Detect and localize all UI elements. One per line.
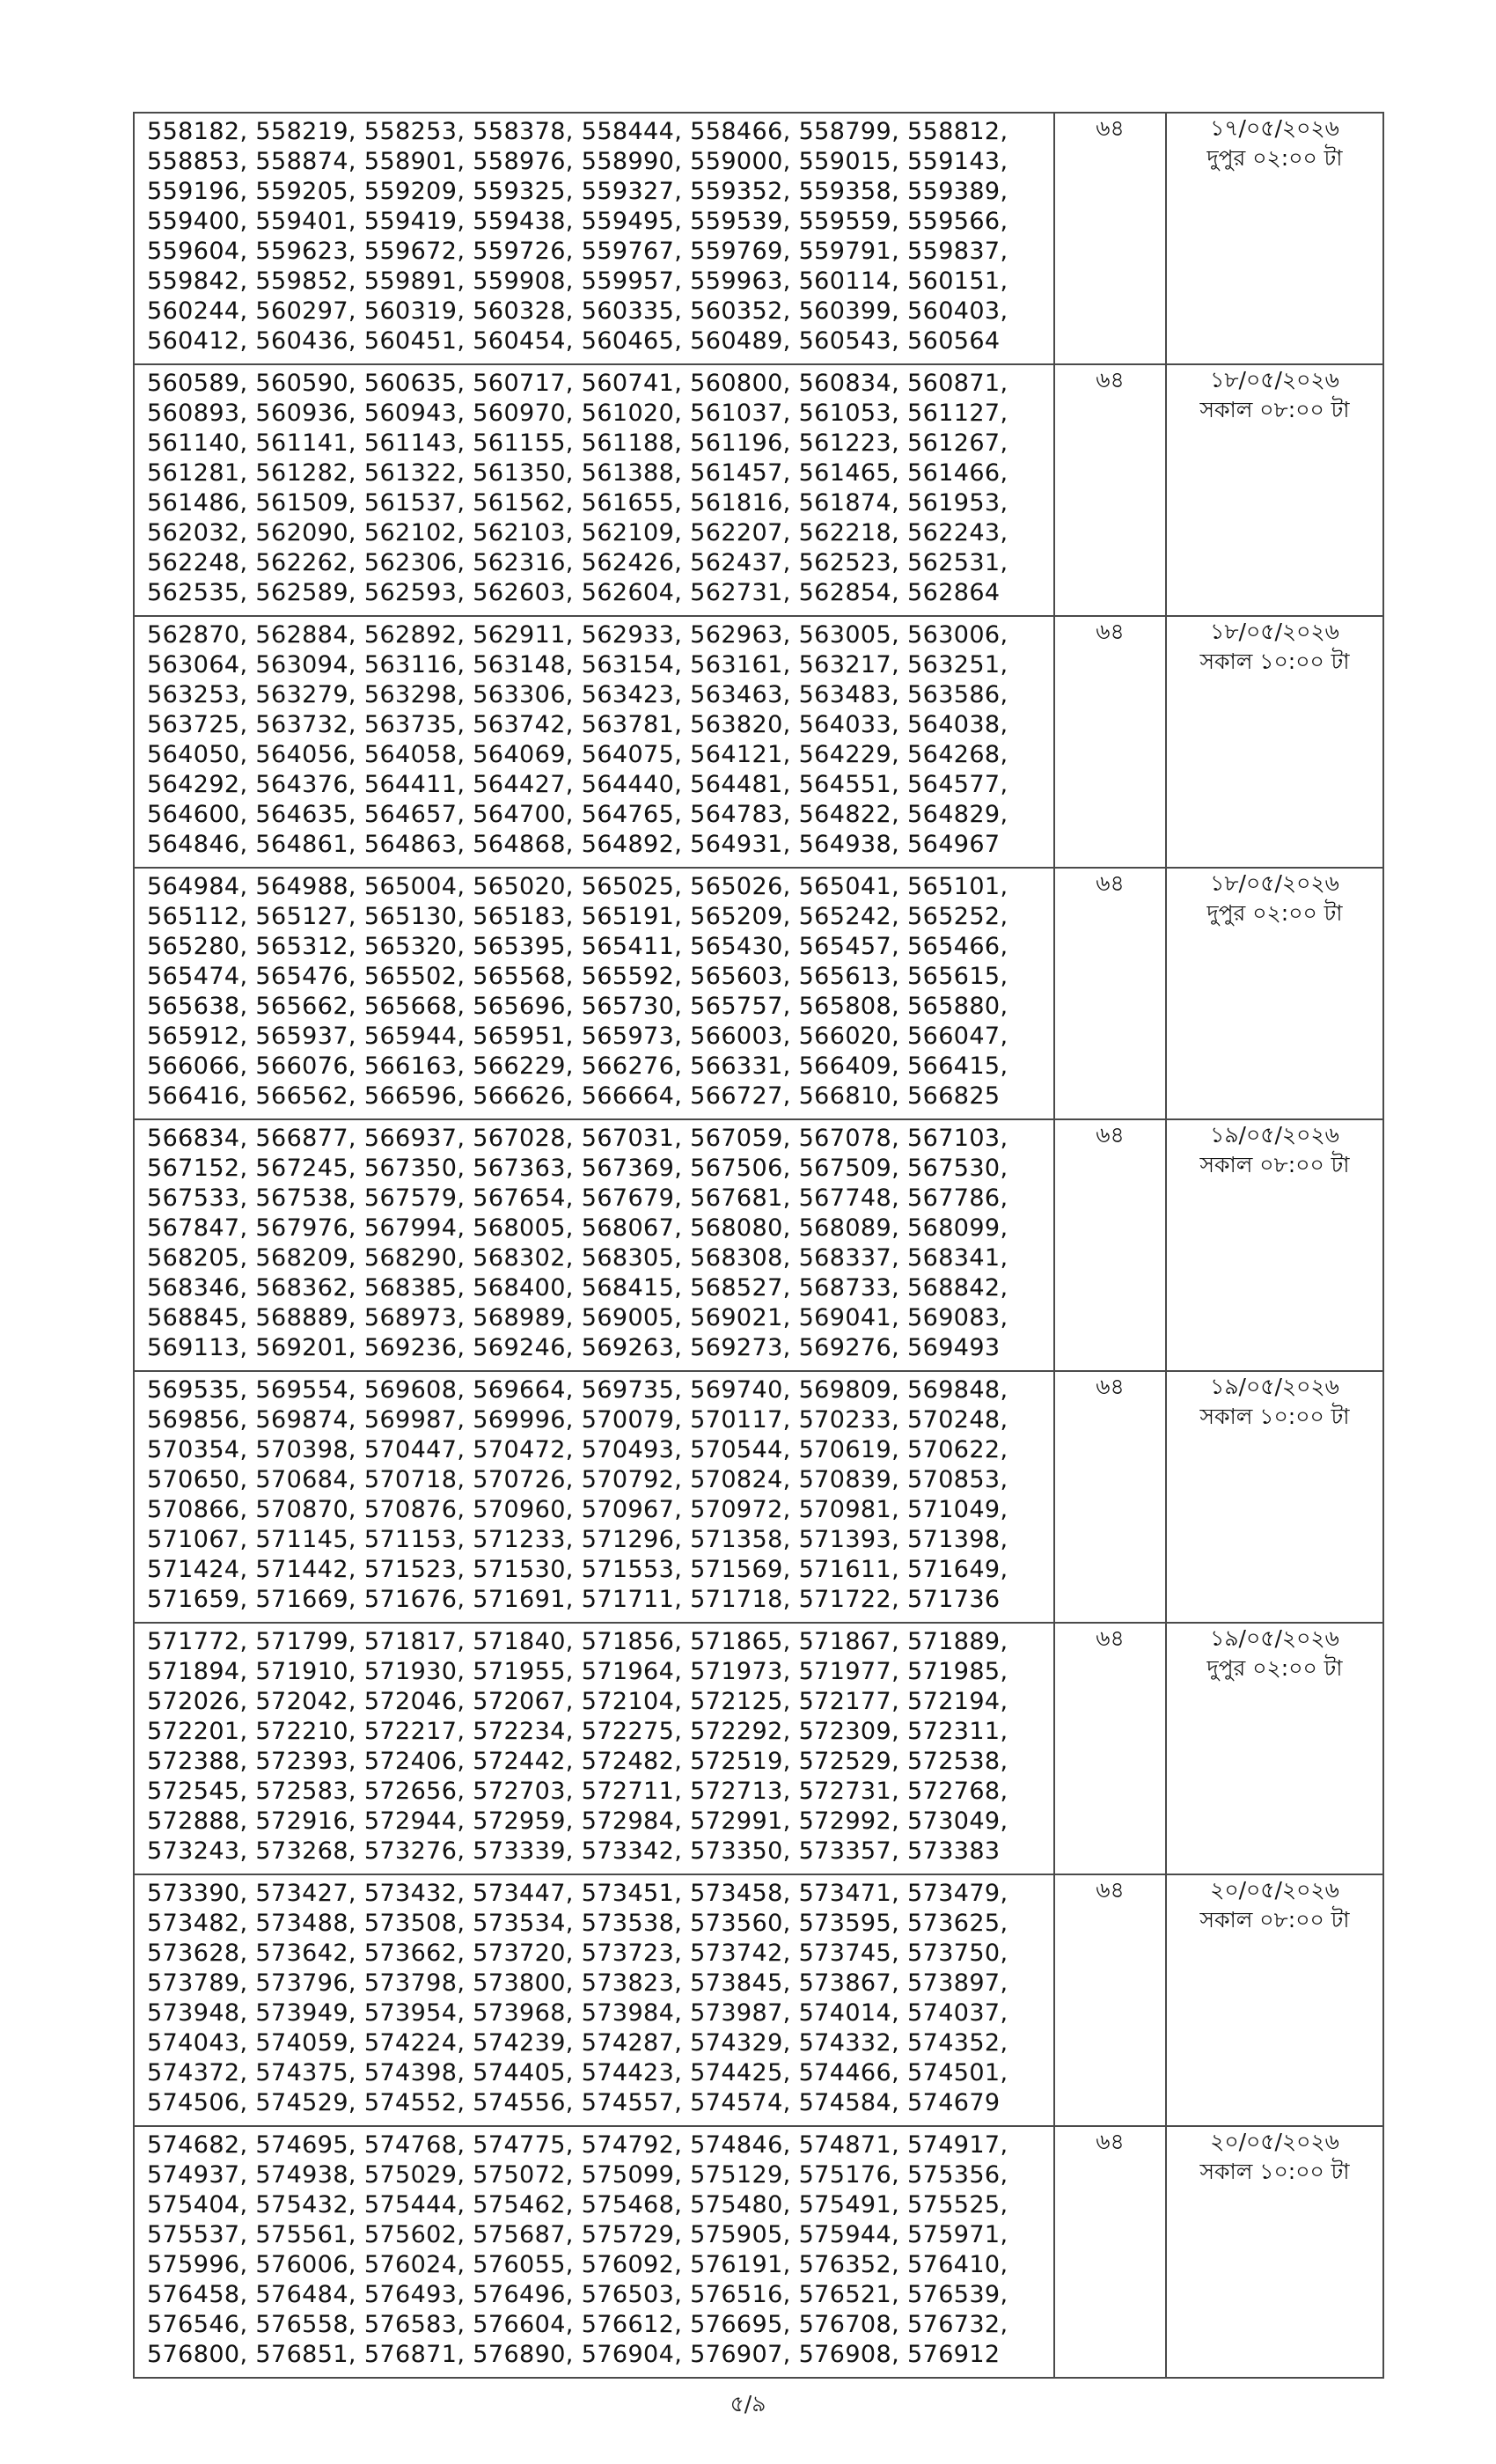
exam-time: সকাল ১০:০০ টা [1199,649,1350,674]
exam-date: ১৭/০৫/২০২৬ [1210,115,1339,141]
exam-time: সকাল ১০:০০ টা [1199,2159,1350,2184]
exam-date: ২০/০৫/২০২৬ [1210,1877,1339,1903]
roll-numbers-cell [134,113,1054,364]
table-row [134,113,1383,364]
exam-datetime-cell [1166,616,1383,868]
table-row [134,1623,1383,1874]
roll-numbers: 566834, 566877, 566937, 567028, 567031, 567059, 567078, 567103, 567152, 567245, 567350, 567363, 567369, 567506, 567509, 567530, 567533, 567538, 567579, 567654, 567679, 567681, 567748, 567786, 567847, 567976, 567994, 568005, 568067, 568080, 568089, 568099, 568205, 568209, 568290, 568302, 568305, 568308, 568337, 568341, 568346, 568362, 568385, 568400, 568415, 568527, 568733, 568842, 568845, 568889, 568973, 568989, 569005, 569021, 569041, 569083, 569113, 569201, 569236, 569246, 569263, 569273, 569276, 569493 [147,1125,1008,1361]
exam-datetime-cell [1166,2126,1383,2378]
exam-date: ১৮/০৫/২০২৬ [1210,367,1339,392]
roll-numbers: 560589, 560590, 560635, 560717, 560741, 560800, 560834, 560871, 560893, 560936, 560943, 560970, 561020, 561037, 561053, 561127, 561140, 561141, 561143, 561155, 561188, 561196, 561223, 561267, 561281, 561282, 561322, 561350, 561388, 561457, 561465, 561466, 561486, 561509, 561537, 561562, 561655, 561816, 561874, 561953, 562032, 562090, 562102, 562103, 562109, 562207, 562218, 562243, 562248, 562262, 562306, 562316, 562426, 562437, 562523, 562531, 562535, 562589, 562593, 562603, 562604, 562731, 562854, 562864 [147,370,1008,606]
roll-numbers-cell [134,1874,1054,2126]
exam-date: ১৯/০৫/২০২৬ [1210,1122,1339,1148]
exam-datetime-cell [1166,868,1383,1119]
exam-date: ১৯/০৫/২০২৬ [1210,1374,1339,1399]
exam-datetime-cell [1166,1119,1383,1371]
roll-numbers-cell [134,1623,1054,1874]
exam-datetime-cell [1166,113,1383,364]
exam-time: সকাল ০৮:০০ টা [1199,397,1350,422]
candidate-count: ৬৪ [1054,616,1166,868]
exam-datetime-cell [1166,1874,1383,2126]
exam-time: সকাল ০৮:০০ টা [1199,1907,1350,1932]
candidate-count: ৬৪ [1054,364,1166,616]
roll-numbers-cell [134,616,1054,868]
roll-numbers: 569535, 569554, 569608, 569664, 569735, 569740, 569809, 569848, 569856, 569874, 569987, 569996, 570079, 570117, 570233, 570248, 570354, 570398, 570447, 570472, 570493, 570544, 570619, 570622, 570650, 570684, 570718, 570726, 570792, 570824, 570839, 570853, 570866, 570870, 570876, 570960, 570967, 570972, 570981, 571049, 571067, 571145, 571153, 571233, 571296, 571358, 571393, 571398, 571424, 571442, 571523, 571530, 571553, 571569, 571611, 571649, 571659, 571669, 571676, 571691, 571711, 571718, 571722, 571736 [147,1376,1008,1613]
exam-time: দুপুর ০২:০০ টা [1206,900,1343,926]
roll-numbers-cell [134,2126,1054,2378]
candidate-count: ৬৪ [1054,1874,1166,2126]
exam-datetime-cell [1166,364,1383,616]
roll-numbers: 573390, 573427, 573432, 573447, 573451, 573458, 573471, 573479, 573482, 573488, 573508, 573534, 573538, 573560, 573595, 573625, 573628, 573642, 573662, 573720, 573723, 573742, 573745, 573750, 573789, 573796, 573798, 573800, 573823, 573845, 573867, 573897, 573948, 573949, 573954, 573968, 573984, 573987, 574014, 574037, 574043, 574059, 574224, 574239, 574287, 574329, 574332, 574352, 574372, 574375, 574398, 574405, 574423, 574425, 574466, 574501, 574506, 574529, 574552, 574556, 574557, 574574, 574584, 574679 [147,1880,1008,2116]
exam-datetime-cell [1166,1371,1383,1623]
table-row [134,868,1383,1119]
roll-numbers-cell [134,1371,1054,1623]
candidate-count: ৬৪ [1054,868,1166,1119]
table-row [134,616,1383,868]
exam-date: ১৯/০৫/২০২৬ [1210,1625,1339,1651]
roll-numbers: 562870, 562884, 562892, 562911, 562933, 562963, 563005, 563006, 563064, 563094, 563116, 563148, 563154, 563161, 563217, 563251, 563253, 563279, 563298, 563306, 563423, 563463, 563483, 563586, 563725, 563732, 563735, 563742, 563781, 563820, 564033, 564038, 564050, 564056, 564058, 564069, 564075, 564121, 564229, 564268, 564292, 564376, 564411, 564427, 564440, 564481, 564551, 564577, 564600, 564635, 564657, 564700, 564765, 564783, 564822, 564829, 564846, 564861, 564863, 564868, 564892, 564931, 564938, 564967 [147,621,1008,858]
table-row [134,1371,1383,1623]
exam-schedule-table [133,112,1384,2379]
table-row [134,364,1383,616]
roll-numbers: 558182, 558219, 558253, 558378, 558444, 558466, 558799, 558812, 558853, 558874, 558901, 558976, 558990, 559000, 559015, 559143, 559196, 559205, 559209, 559325, 559327, 559352, 559358, 559389, 559400, 559401, 559419, 559438, 559495, 559539, 559559, 559566, 559604, 559623, 559672, 559726, 559767, 559769, 559791, 559837, 559842, 559852, 559891, 559908, 559957, 559963, 560114, 560151, 560244, 560297, 560319, 560328, 560335, 560352, 560399, 560403, 560412, 560436, 560451, 560454, 560465, 560489, 560543, 560564 [147,118,1008,355]
exam-time: সকাল ১০:০০ টা [1199,1404,1350,1429]
roll-numbers-cell [134,1119,1054,1371]
candidate-count: ৬৪ [1054,1119,1166,1371]
roll-numbers: 564984, 564988, 565004, 565020, 565025, 565026, 565041, 565101, 565112, 565127, 565130, 565183, 565191, 565209, 565242, 565252, 565280, 565312, 565320, 565395, 565411, 565430, 565457, 565466, 565474, 565476, 565502, 565568, 565592, 565603, 565613, 565615, 565638, 565662, 565668, 565696, 565730, 565757, 565808, 565880, 565912, 565937, 565944, 565951, 565973, 566003, 566020, 566047, 566066, 566076, 566163, 566229, 566276, 566331, 566409, 566415, 566416, 566562, 566596, 566626, 566664, 566727, 566810, 566825 [147,873,1008,1110]
exam-date: ২০/০৫/২০২৬ [1210,2129,1339,2154]
exam-time: দুপুর ০২:০০ টা [1206,145,1343,171]
roll-numbers: 574682, 574695, 574768, 574775, 574792, 574846, 574871, 574917, 574937, 574938, 575029, 575072, 575099, 575129, 575176, 575356, 575404, 575432, 575444, 575462, 575468, 575480, 575491, 575525, 575537, 575561, 575602, 575687, 575729, 575905, 575944, 575971, 575996, 576006, 576024, 576055, 576092, 576191, 576352, 576410, 576458, 576484, 576493, 576496, 576503, 576516, 576521, 576539, 576546, 576558, 576583, 576604, 576612, 576695, 576708, 576732, 576800, 576851, 576871, 576890, 576904, 576907, 576908, 576912 [147,2131,1008,2368]
table-row [134,1874,1383,2126]
candidate-count: ৬৪ [1054,113,1166,364]
exam-date: ১৮/০৫/২০২৬ [1210,870,1339,896]
roll-numbers: 571772, 571799, 571817, 571840, 571856, 571865, 571867, 571889, 571894, 571910, 571930, 571955, 571964, 571973, 571977, 571985, 572026, 572042, 572046, 572067, 572104, 572125, 572177, 572194, 572201, 572210, 572217, 572234, 572275, 572292, 572309, 572311, 572388, 572393, 572406, 572442, 572482, 572519, 572529, 572538, 572545, 572583, 572656, 572703, 572711, 572713, 572731, 572768, 572888, 572916, 572944, 572959, 572984, 572991, 572992, 573049, 573243, 573268, 573276, 573339, 573342, 573350, 573357, 573383 [147,1628,1008,1865]
page-number: ৫/৯ [730,2391,766,2416]
candidate-count: ৬৪ [1054,1623,1166,1874]
exam-time: দুপুর ০২:০০ টা [1206,1655,1343,1681]
candidate-count: ৬৪ [1054,1371,1166,1623]
exam-date: ১৮/০৫/২০২৬ [1210,619,1339,644]
candidate-count: ৬৪ [1054,2126,1166,2378]
table-row [134,2126,1383,2378]
roll-numbers-cell [134,868,1054,1119]
exam-time: সকাল ০৮:০০ টা [1199,1152,1350,1177]
roll-numbers-cell [134,364,1054,616]
table-row [134,1119,1383,1371]
exam-datetime-cell [1166,1623,1383,1874]
